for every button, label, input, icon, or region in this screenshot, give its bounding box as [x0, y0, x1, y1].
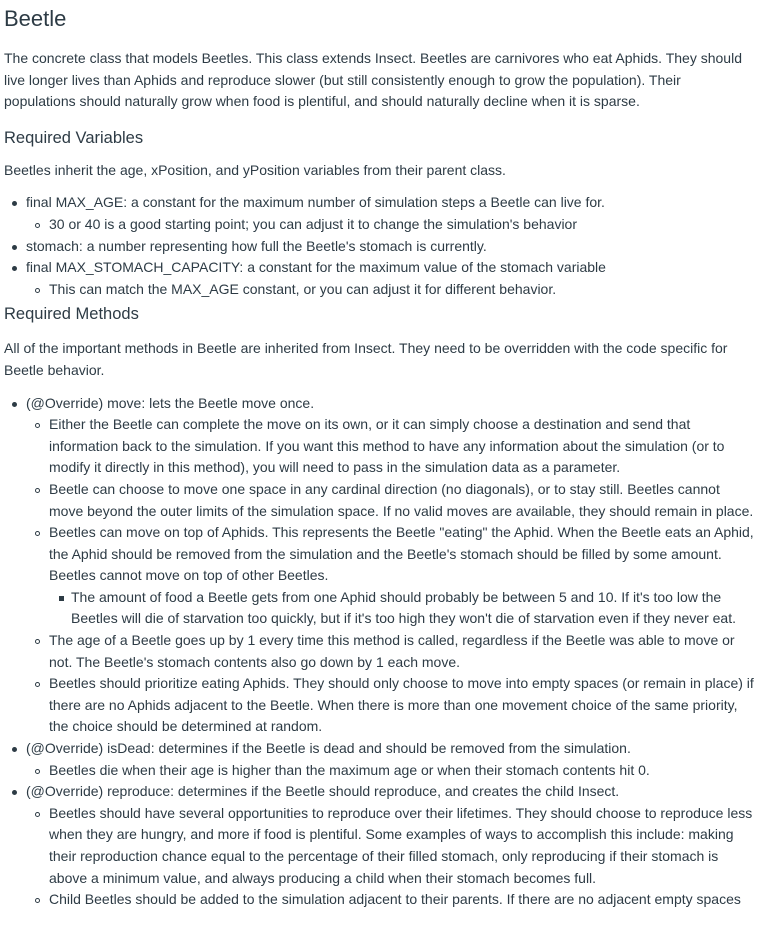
- list-item-text: Beetle can choose to move one space in any cardinal direction (no diagonals), or to stay still. Beetles cannot move beyond the outer limits of the simulation space. If no valid moves are available, they should remain in place.: [49, 480, 754, 519]
- sub-list: [4, 803, 756, 911]
- list-item-text: Beetles can move on top of Aphids. This represents the Beetle "eating" the Aphid. When the Beetle eats an Aphid, the Aphid should be removed from the simulation and the Beetle's stomach should be filled by some amount. Beetles cannot move on top of other Beetles.: [49, 524, 754, 584]
- bullet-disc: [12, 402, 17, 407]
- list-item: [4, 738, 756, 781]
- list-item-text: Child Beetles should be added to the simulation adjacent to their parents. If there are no adjacent empty spaces: [49, 891, 741, 908]
- bullet-disc: [12, 747, 17, 752]
- list-item: [4, 393, 756, 739]
- sub-sub-list: [4, 587, 756, 630]
- bullet-circle: [35, 812, 40, 817]
- bullet-disc: [12, 245, 17, 250]
- list-item: [4, 192, 756, 235]
- page-title: Beetle: [4, 6, 67, 31]
- list-item: [4, 279, 756, 301]
- list-item-text: This can match the MAX_AGE constant, or you can adjust it for different behavior.: [49, 280, 557, 297]
- list-item-text: (@Override) move: lets the Beetle move once.: [26, 394, 315, 411]
- methods-intro: All of the important methods in Beetle are inherited from Insect. They need to be overridden with the code specific for Beetle behavior.: [4, 340, 728, 378]
- list-item-text: The age of a Beetle goes up by 1 every time this method is called, regardless if the Beetle was able to move or not. The Beetle's stomach contents also go down by 1 each move.: [49, 632, 735, 670]
- list-item-text: (@Override) isDead: determines if the Beetle is dead and should be removed from the simulation.: [26, 740, 631, 757]
- methods-list: [4, 393, 756, 911]
- bullet-square: [59, 596, 64, 601]
- list-item: [4, 781, 756, 911]
- list-item: [4, 257, 756, 300]
- bullet-circle: [35, 898, 40, 903]
- list-item: [4, 479, 756, 522]
- list-item: [4, 214, 756, 236]
- bullet-circle: [35, 423, 40, 428]
- list-item: [4, 673, 756, 738]
- variables-intro: Beetles inherit the age, xPosition, and yPosition variables from their parent class.: [4, 161, 506, 178]
- intro-paragraph: The concrete class that models Beetles. This class extends Insect. Beetles are carnivores who eat Aphids. They should live longer lives than Aphids and reproduce slower (but still consistently enough to grow the population). Their populations should naturally grow when food is plentiful, and should naturally decline when it is sparse.: [4, 50, 742, 110]
- list-item: [4, 236, 756, 258]
- document-page: [4, 0, 756, 911]
- methods-heading: Required Methods: [4, 305, 139, 324]
- bullet-circle: [35, 639, 40, 644]
- bullet-circle: [35, 769, 40, 774]
- variables-list: [4, 192, 756, 300]
- sub-list: [4, 214, 756, 236]
- bullet-circle: [35, 531, 40, 536]
- sub-list: [4, 279, 756, 301]
- bullet-disc: [12, 266, 17, 271]
- list-item-text: Beetles should prioritize eating Aphids. They should only choose to move into empty spaces (or remain in place) if there are no Aphids adjacent to the Beetle. When there is more than one movement choice of the same priority, the choice should be determined at random.: [49, 675, 754, 735]
- list-item-text: final MAX_STOMACH_CAPACITY: a constant for the maximum value of the stomach variable: [26, 259, 606, 276]
- bullet-circle: [35, 223, 40, 228]
- list-item-text: Beetles die when their age is higher than the maximum age or when their stomach contents hit 0.: [49, 761, 650, 778]
- list-item-text: (@Override) reproduce: determines if the Beetle should reproduce, and creates the child Insect.: [26, 783, 620, 800]
- list-item: [4, 630, 756, 673]
- variables-heading: Required Variables: [4, 128, 144, 147]
- list-item-text: 30 or 40 is a good starting point; you can adjust it to change the simulation's behavior: [49, 215, 578, 232]
- bullet-disc: [12, 201, 17, 206]
- list-item: [4, 803, 756, 889]
- list-item: [4, 760, 756, 782]
- bullet-circle: [35, 682, 40, 687]
- list-item-text: Either the Beetle can complete the move on its own, or it can simply choose a destination and send that information back to the simulation. If you want this method to have any information about the simulation (or to modify it directly in this method), you will need to pass in the simulation data as a parameter.: [49, 416, 725, 476]
- bullet-circle: [35, 288, 40, 293]
- list-item: [4, 414, 756, 479]
- bullet-disc: [12, 790, 17, 795]
- list-item-text: stomach: a number representing how full the Beetle's stomach is currently.: [26, 237, 487, 254]
- list-item: [4, 889, 756, 911]
- list-item: [4, 587, 756, 630]
- list-item: [4, 522, 756, 630]
- list-item-text: The amount of food a Beetle gets from one Aphid should probably be between 5 and 10. If it's too low the Beetles will die of starvation too quickly, but if it's too high they won't die of starvation even if they never eat.: [71, 588, 736, 627]
- list-item-text: Beetles should have several opportunities to reproduce over their lifetimes. They should choose to reproduce less when they are hungry, and more if food is plentiful. Some examples of ways to accomplish this include: making their reproduction chance equal to the percentage of their filled stomach, only reproducing if their stomach is above a minimum value, and always producing a child when their stomach becomes full.: [49, 804, 753, 886]
- sub-list: [4, 414, 756, 738]
- list-item-text: final MAX_AGE: a constant for the maximum number of simulation steps a Beetle can live for.: [26, 194, 605, 211]
- sub-list: [4, 760, 756, 782]
- bullet-circle: [35, 488, 40, 493]
